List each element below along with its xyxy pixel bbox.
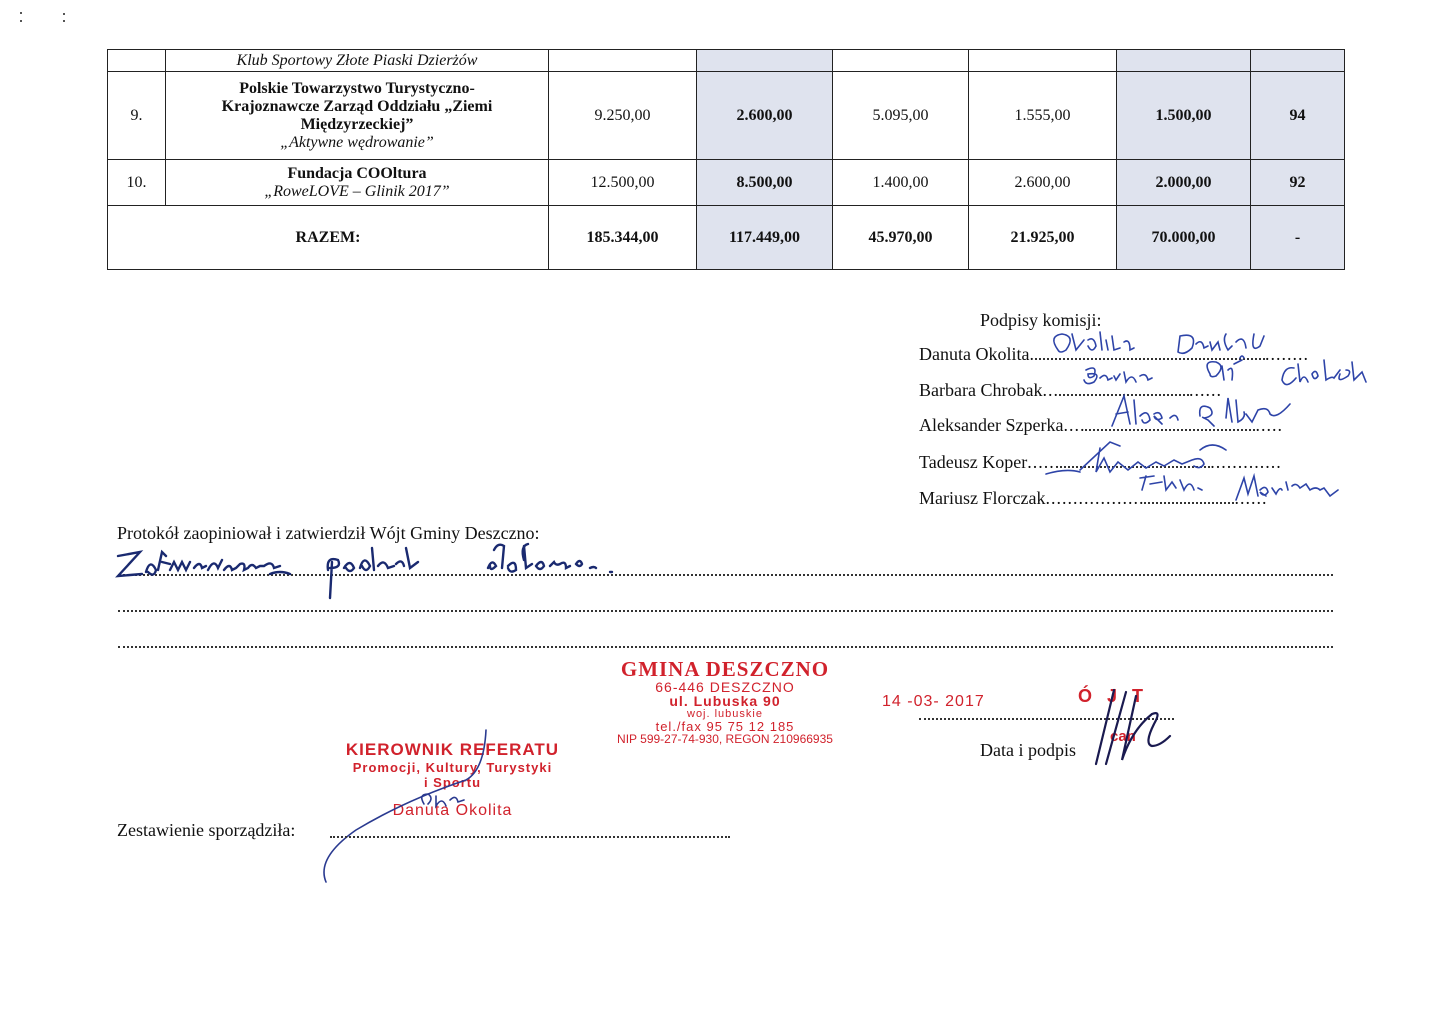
row-number: 10. [108, 160, 166, 206]
signature-blank [1035, 358, 1265, 360]
total-cell: 70.000,00 [1117, 206, 1251, 270]
table-row [108, 72, 1345, 160]
date-signature-label: Data i podpis [980, 740, 1076, 760]
stamp-line: tel./fax 95 75 12 185 [655, 719, 795, 734]
dotted-line [330, 836, 730, 838]
date-stamp: 14 -03- 2017 [882, 693, 985, 710]
dotted-line [118, 610, 1333, 612]
project-name: „Aktywne wędrowanie” [280, 133, 434, 151]
signature-line [919, 452, 1282, 473]
stamp-line: 66-446 DESZCZNO [655, 679, 795, 695]
dotted-line [919, 718, 1174, 720]
signatures-heading: Podpisy komisji: [980, 310, 1102, 330]
table-row-total [108, 206, 1345, 270]
protocol-handwriting [110, 540, 640, 600]
score-cell: 92 [1251, 160, 1345, 206]
org-name-line: Międzyrzeckiej” [300, 115, 414, 133]
amount-cell: 5.095,00 [833, 72, 969, 160]
amount-cell: 2.600,00 [969, 160, 1117, 206]
dots: ............. [1210, 452, 1282, 472]
amount-cell: 2.600,00 [697, 72, 833, 160]
stamp-line: woj. lubuskie [687, 708, 763, 720]
dots: .... [1063, 415, 1086, 435]
org-name-cell [166, 160, 549, 206]
protocol-label: Protokół zaopiniował i zatwierdził Wójt Gminy Deszczno: [117, 523, 540, 543]
grant-table [107, 49, 1345, 270]
stamp-line: i Sportu [423, 775, 482, 790]
stamp-line: Promocji, Kultury, Turystyki [352, 760, 553, 775]
score-cell: 94 [1251, 72, 1345, 160]
wojt-stamp: Ó J T [1078, 686, 1149, 706]
scan-speck [20, 20, 22, 22]
signature-line [919, 344, 1309, 365]
total-cell: - [1251, 206, 1345, 270]
table-row-partial [108, 50, 1345, 72]
table-cell [1251, 50, 1345, 72]
signature-line [919, 380, 1222, 401]
prepared-by-label: Zestawienie sporządziła: [117, 820, 296, 840]
member-name: Aleksander Szperka [919, 415, 1064, 435]
amount-cell: 2.000,00 [1117, 160, 1251, 206]
org-name-line: Krajoznawcze Zarząd Oddziału „Ziemi [221, 97, 493, 115]
stamp-title: KIEROWNIK REFERATU [345, 740, 560, 759]
dots: ..... [1255, 415, 1283, 435]
signature-blank [1060, 466, 1210, 468]
table-row [108, 160, 1345, 206]
org-name-line: Fundacja COOltura [287, 164, 427, 182]
dots: ...... [1234, 488, 1268, 508]
member-name: Tadeusz Koper [919, 452, 1028, 472]
signature-line [919, 488, 1267, 509]
table-cell [833, 50, 969, 72]
scan-speck [63, 20, 65, 22]
signature-blank [1144, 502, 1234, 504]
stamp-name: Danuta Okolita [392, 802, 513, 819]
total-cell: 185.344,00 [549, 206, 697, 270]
amount-cell: 1.500,00 [1117, 72, 1251, 160]
table-cell [697, 50, 833, 72]
wojt-stamp-name: can [1110, 728, 1136, 745]
table-cell [549, 50, 697, 72]
signature-blank [1085, 429, 1255, 431]
dots: . [1029, 344, 1035, 364]
scan-speck [20, 12, 22, 14]
dots: ........ [1264, 344, 1309, 364]
table-cell [969, 50, 1117, 72]
dots: .................. [1045, 488, 1145, 508]
org-name-cell: Klub Sportowy Złote Piaski Dzierżów [166, 50, 549, 72]
amount-cell: 9.250,00 [549, 72, 697, 160]
stamp-title: GMINA DESZCZNO [620, 657, 830, 681]
dotted-line [118, 574, 1333, 576]
org-name-line: Polskie Towarzystwo Turystyczno- [239, 79, 475, 97]
stamp-line: ul. Lubuska 90 [669, 693, 781, 709]
scan-speck [63, 13, 65, 15]
dotted-line [118, 646, 1333, 648]
project-name: „RoweLOVE – Glinik 2017” [264, 182, 450, 200]
amount-cell: 12.500,00 [549, 160, 697, 206]
dots: ...... [1188, 380, 1222, 400]
dots: ...... [1027, 452, 1061, 472]
total-label: RAZEM: [108, 206, 549, 270]
amount-cell: 8.500,00 [697, 160, 833, 206]
member-name: Mariusz Florczak [919, 488, 1046, 508]
table-cell [108, 50, 166, 72]
total-cell: 45.970,00 [833, 206, 969, 270]
member-name: Barbara Chrobak [919, 380, 1043, 400]
kierownik-stamp [330, 740, 575, 820]
amount-cell: 1.400,00 [833, 160, 969, 206]
total-cell: 117.449,00 [697, 206, 833, 270]
table-cell [1117, 50, 1251, 72]
row-number: 9. [108, 72, 166, 160]
amount-cell: 1.555,00 [969, 72, 1117, 160]
dots: ... [1042, 380, 1059, 400]
signature-line [919, 415, 1283, 436]
gmina-stamp [600, 658, 850, 746]
org-name-cell [166, 72, 549, 160]
signature-blank [1059, 394, 1189, 396]
total-cell: 21.925,00 [969, 206, 1117, 270]
stamp-line: NIP 599-27-74-930, REGON 210966935 [617, 732, 833, 746]
member-name: Danuta Okolita [919, 344, 1030, 364]
